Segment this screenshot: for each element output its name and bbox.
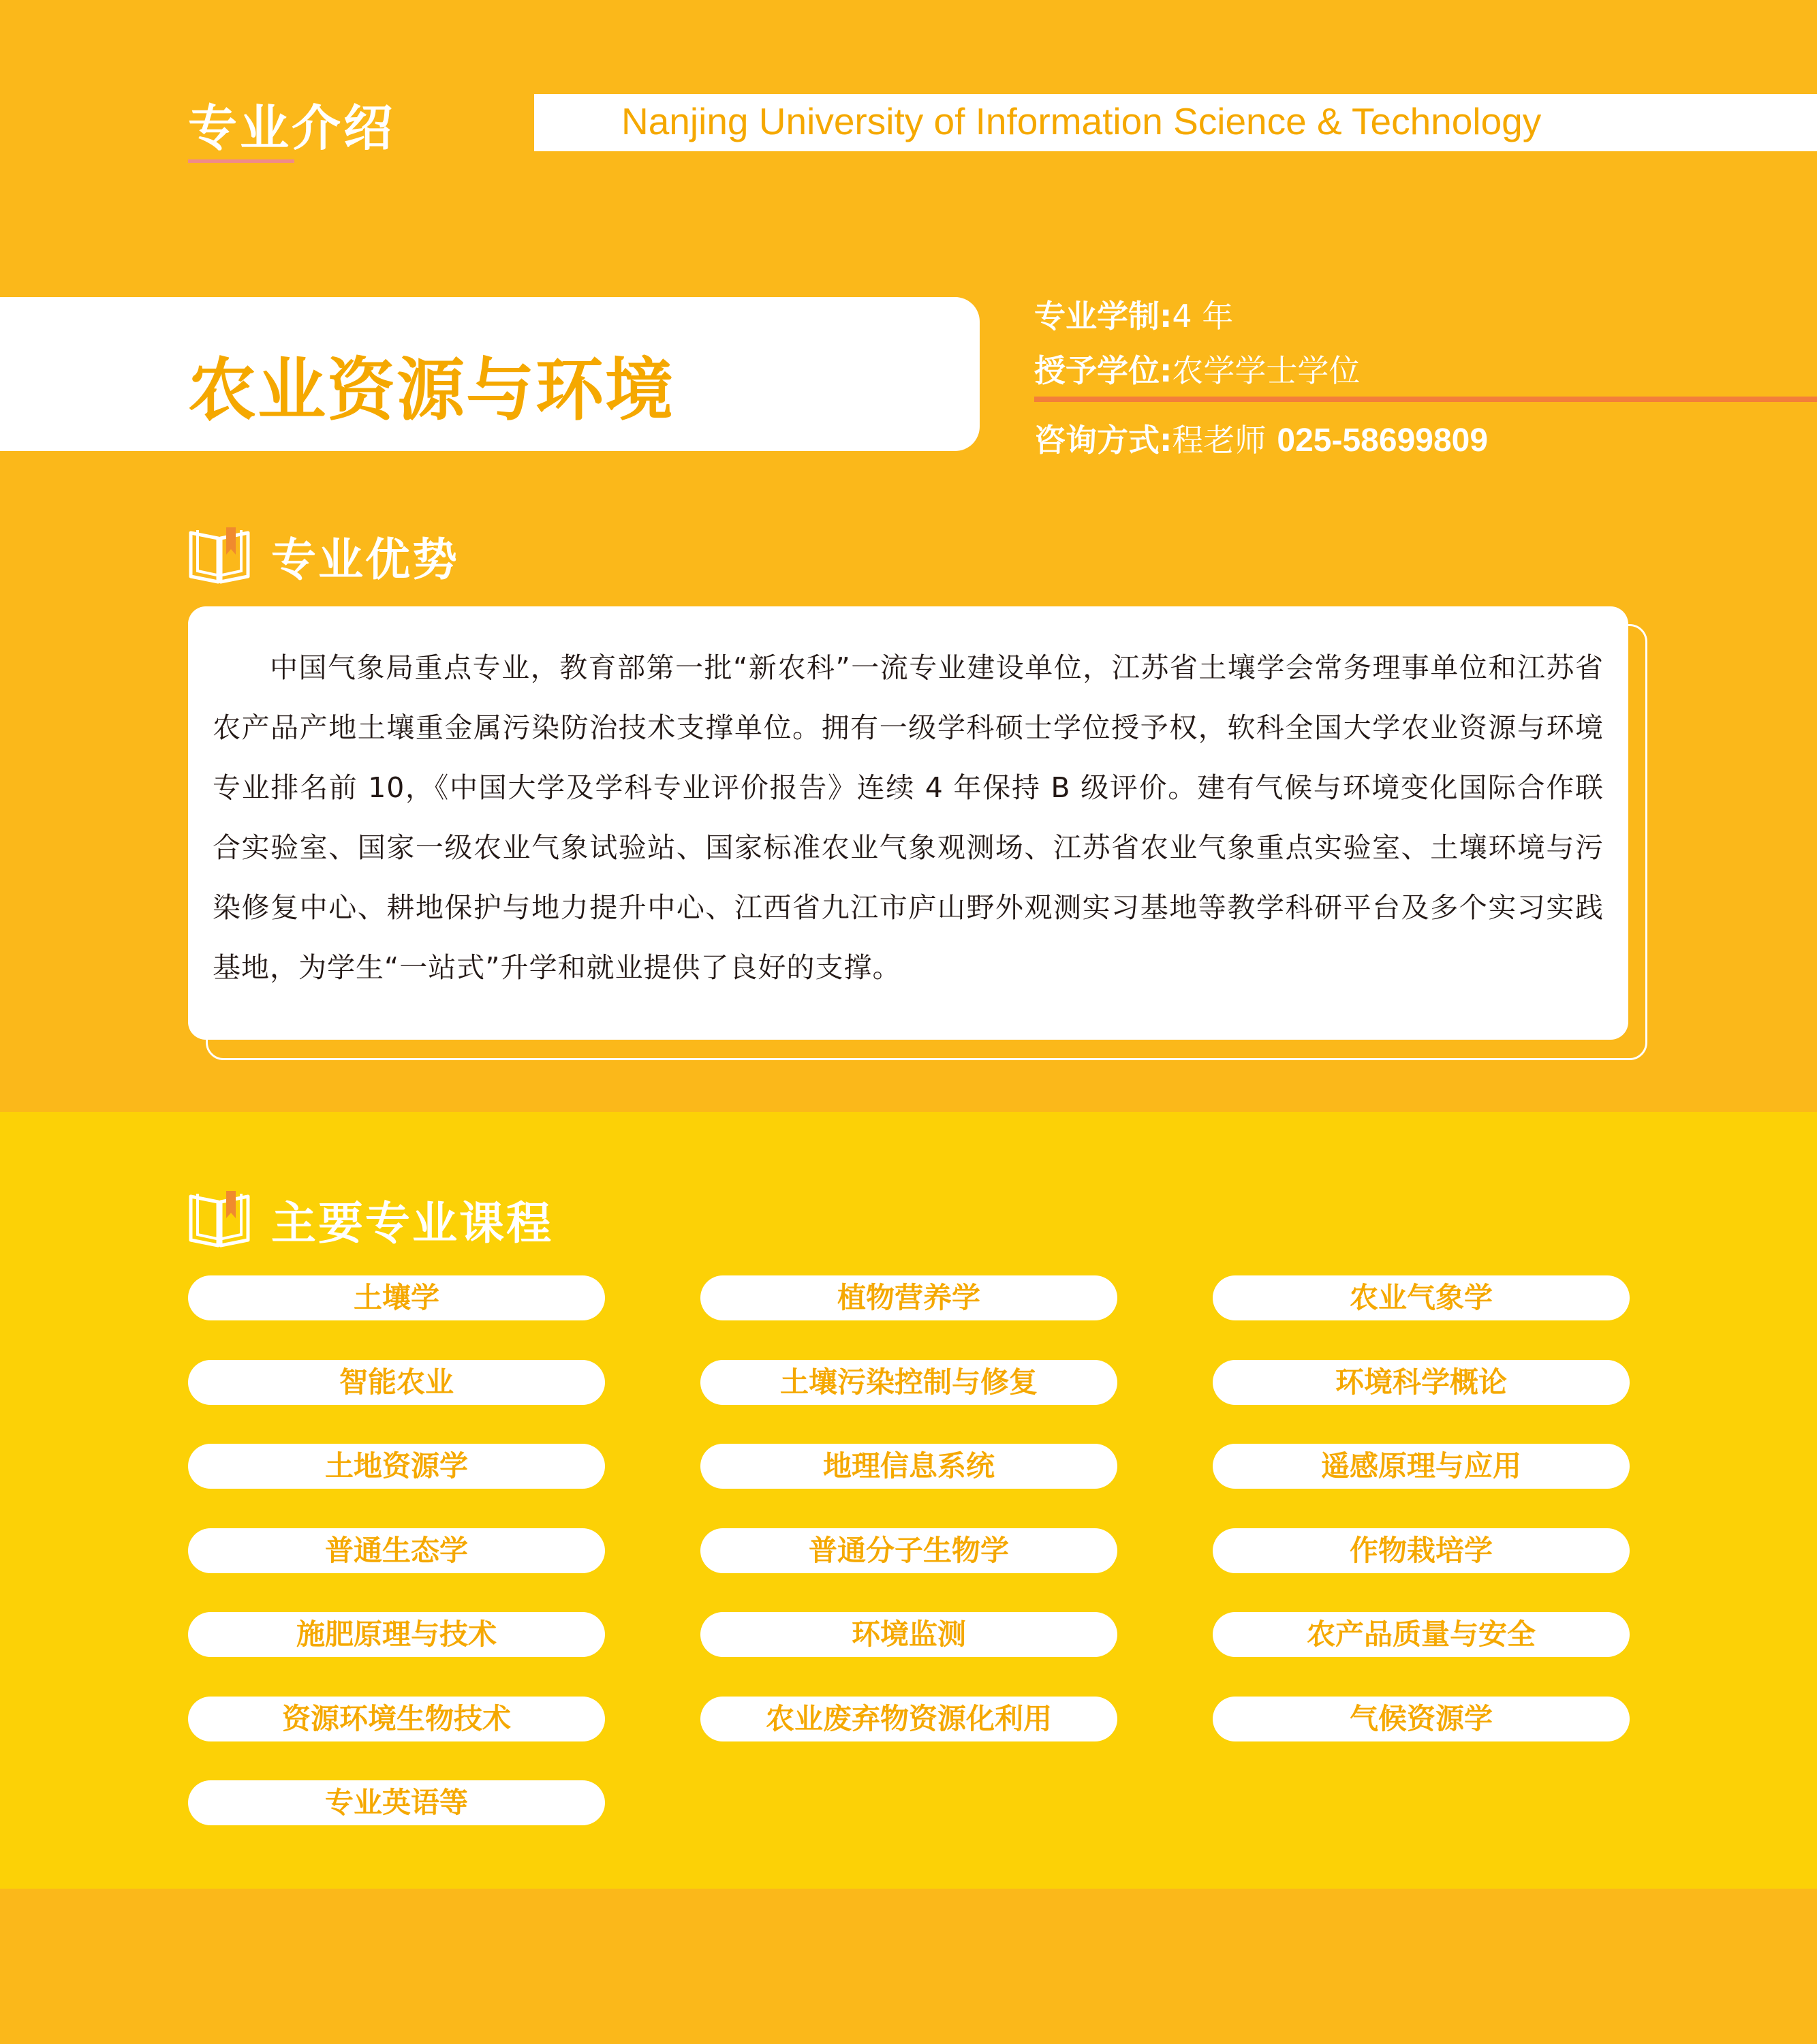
course-item: 农业气象学: [1213, 1275, 1630, 1320]
advantages-heading-label: 专业优势: [271, 533, 459, 586]
duration-label: 专业学制:: [1034, 298, 1172, 335]
advantages-card: [188, 606, 1628, 1040]
course-item: 普通生态学: [188, 1528, 605, 1573]
duration-value: 4 年: [1172, 298, 1234, 335]
advantages-text: 中国气象局重点专业，教育部第一批“新农科”一流专业建设单位，江苏省土壤学会常务理事单位和江苏省农产品产地土壤重金属污染防治技术支撑单位。拥有一级学科硕士学位授予权，软科全国大学农业资源与环境专业排名前 10，《中国大学及学科专业评价报告》连续 4 年保持 B 级评价。建有气候与环境变化国际合作联合实验室、国家一级农业气象试验站、国家标准农业气象观测场、江苏省农业气象重点实验室、土壤环境与污染修复中心、耕地保护与地力提升中心、江西省九江市庐山野外观测实习基地等教学科研平台及多个实习实践基地，为学生“一站式”升学和就业提供了良好的支撑。: [213, 651, 1604, 984]
course-item: 施肥原理与技术: [188, 1612, 605, 1657]
degree-label: 授予学位:: [1034, 352, 1172, 389]
open-book-icon: [188, 527, 251, 585]
course-item: 作物栽培学: [1213, 1528, 1630, 1573]
course-item: 资源环境生物技术: [188, 1697, 605, 1741]
contact-info: [1034, 416, 1488, 461]
courses-heading: [188, 1187, 553, 1252]
course-item: 植物营养学: [700, 1275, 1117, 1320]
university-name: Nanjing University of Information Science & Technology: [621, 100, 1542, 142]
major-name: 农业资源与环境: [188, 350, 674, 430]
contact-phone: 025-58699809: [1277, 422, 1489, 459]
course-item: 环境科学概论: [1213, 1360, 1630, 1405]
course-item: 普通分子生物学: [700, 1528, 1117, 1573]
info-divider: [1034, 397, 1817, 402]
course-item: 环境监测: [700, 1612, 1117, 1657]
course-item: 地理信息系统: [700, 1444, 1117, 1489]
course-item: 智能农业: [188, 1360, 605, 1405]
course-item: 农产品质量与安全: [1213, 1612, 1630, 1657]
major-name-card: [0, 297, 980, 451]
course-item: 遥感原理与应用: [1213, 1444, 1630, 1489]
page-header-title: 专业介绍: [188, 99, 396, 157]
contact-label: 咨询方式:: [1034, 422, 1172, 459]
header-underline: [188, 159, 294, 163]
courses-heading-label: 主要专业课程: [271, 1197, 553, 1250]
course-item: 气候资源学: [1213, 1697, 1630, 1741]
open-book-icon: [188, 1191, 251, 1248]
course-item: 土壤污染控制与修复: [700, 1360, 1117, 1405]
duration-info: [1034, 292, 1233, 337]
course-item: 农业废弃物资源化利用: [700, 1697, 1117, 1741]
contact-person: 程老师: [1172, 422, 1267, 459]
course-item: 土地资源学: [188, 1444, 605, 1489]
degree-value: 农学学士学位: [1172, 352, 1361, 389]
course-item: 土壤学: [188, 1275, 605, 1320]
course-item: 专业英语等: [188, 1780, 605, 1825]
advantages-heading: [188, 523, 459, 588]
bottom-band: [0, 1889, 1817, 2044]
degree-info: [1034, 346, 1360, 391]
university-banner: [534, 94, 1817, 151]
